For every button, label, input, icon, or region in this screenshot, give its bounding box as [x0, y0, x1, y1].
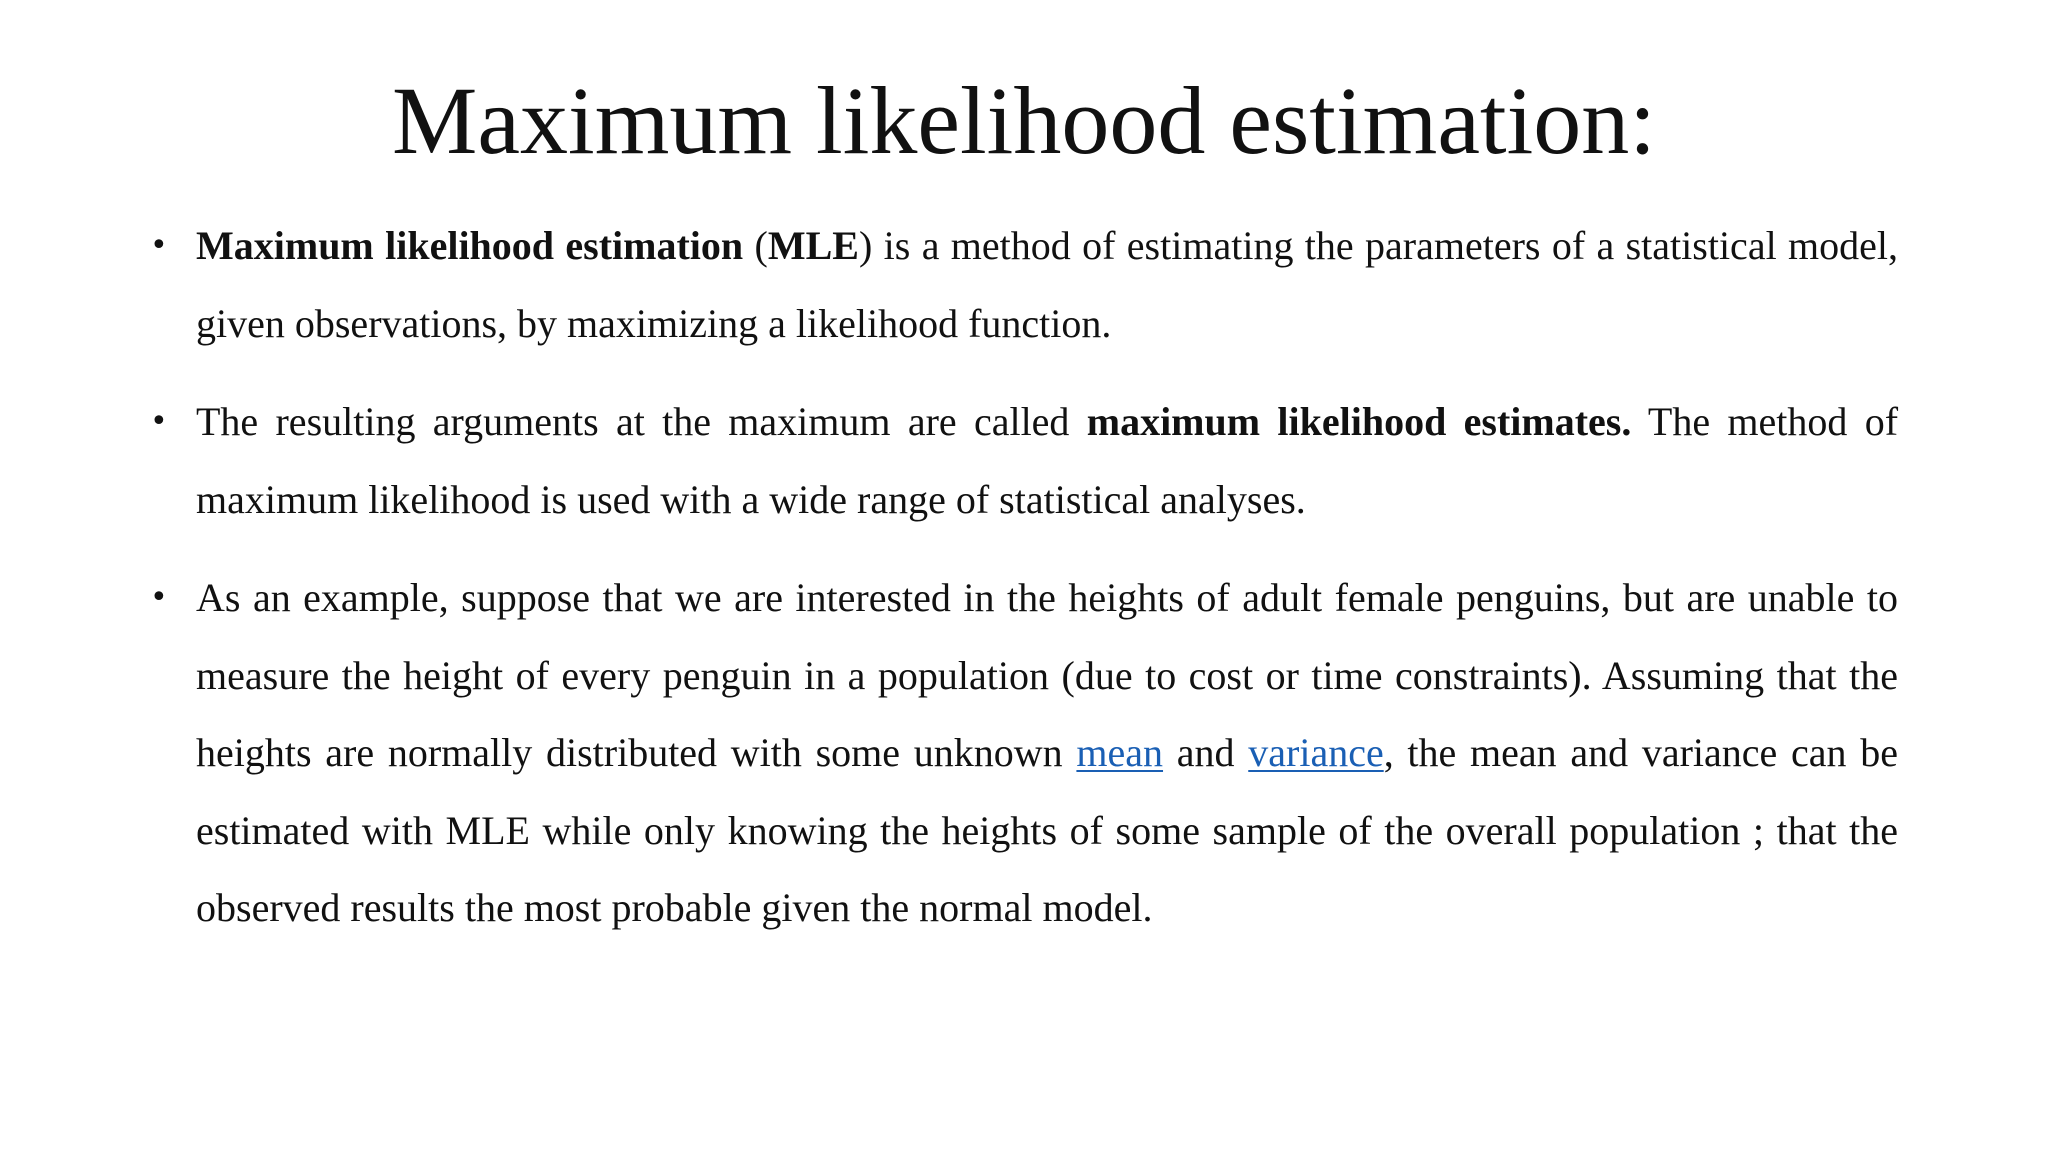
text-segment: ) is a method of estimating the parameters of a statistical model, given observations, by maximizing a likelihood function.: [196, 223, 1899, 346]
text-segment: (: [743, 223, 768, 268]
text-segment: The method of maximum likelihood is used with a wide range of statistical analyses.: [196, 399, 1899, 522]
bold-term: Maximum likelihood estimation: [196, 223, 744, 268]
mean-link[interactable]: mean: [1076, 730, 1164, 775]
bullet-icon: •: [150, 404, 168, 439]
bullet-list: [150, 207, 1898, 968]
text-segment: and: [1163, 730, 1249, 775]
bold-term: maximum likelihood estimates.: [1086, 399, 1632, 444]
bold-term: MLE: [767, 223, 859, 268]
bullet-item-mle-estimates: [150, 383, 1898, 538]
bullet-text: [196, 399, 1898, 522]
text-segment: , the mean and variance can be estimated with MLE while only knowing the heights of some sample of the overall population ; that the observed results the most probable given the normal model.: [196, 730, 1899, 930]
bullet-text: [196, 575, 1898, 930]
slide-title: Maximum likelihood estimation:: [392, 67, 1656, 174]
bullet-item-penguin-example: [150, 559, 1898, 947]
bullet-icon: •: [150, 580, 168, 615]
bullet-text: [196, 223, 1898, 346]
variance-link[interactable]: variance: [1248, 730, 1384, 775]
text-segment: As an example, suppose that we are interested in the heights of adult female penguins, but are unable to measure the height of every penguin in a population (due to cost or time constraints). Assuming that the heights are normally distributed with some unknown: [196, 575, 1898, 775]
text-segment: The resulting arguments at the maximum are called: [196, 399, 1087, 444]
bullet-icon: •: [150, 228, 168, 263]
bullet-item-mle-definition: [150, 207, 1898, 362]
